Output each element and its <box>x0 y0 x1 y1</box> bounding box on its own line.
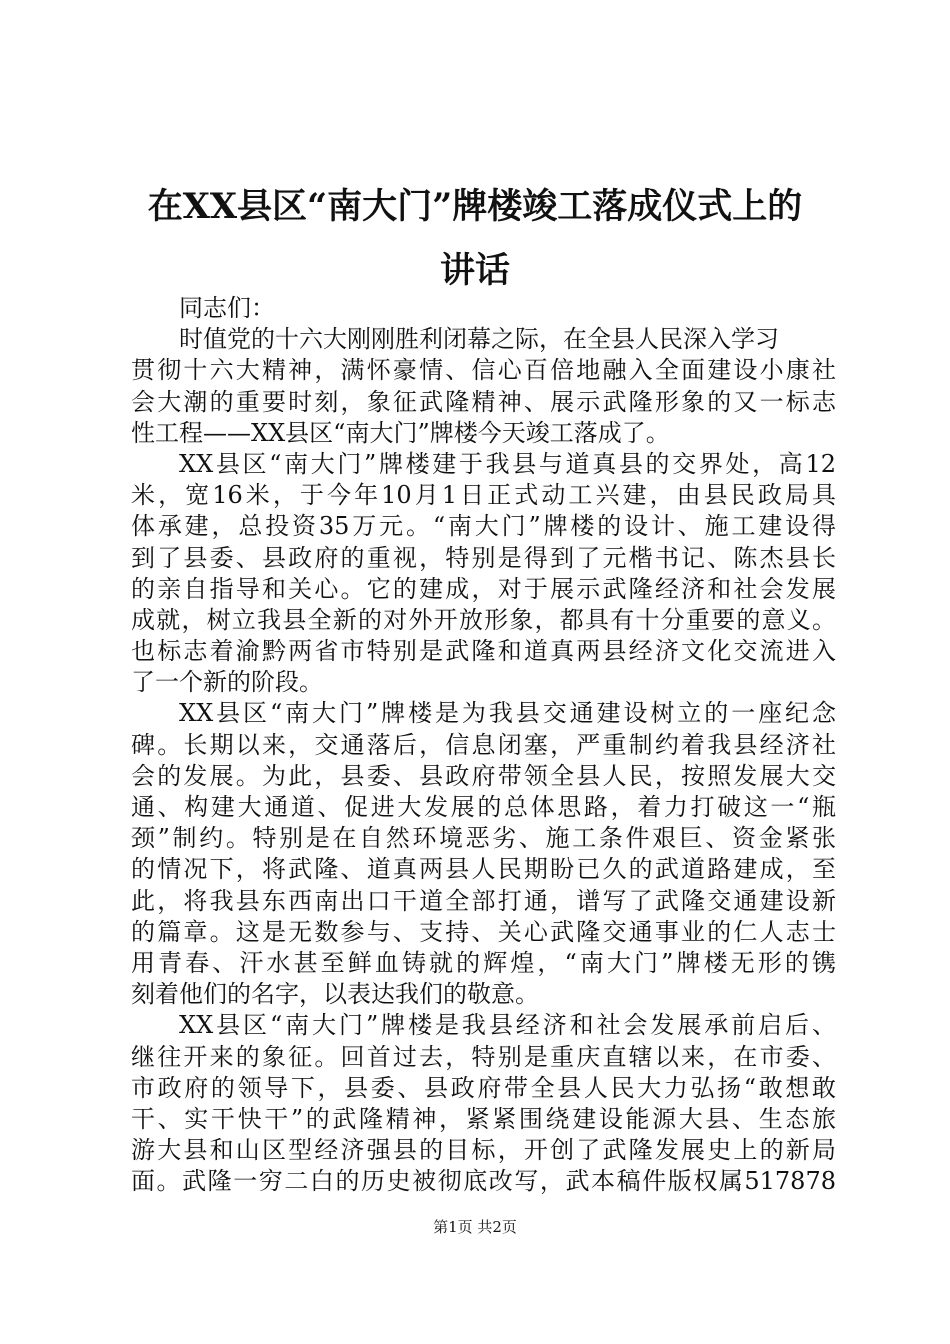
text-line: 到了县委、县政府的重视，特别是得到了元楷书记、陈杰县长 <box>131 543 836 572</box>
text-line: 此，将我县东西南出口干道全部打通，谱写了武隆交通建设新 <box>131 886 836 915</box>
text-line: 通、构建大通道、促进大发展的总体思路，着力打破这一“瓶 <box>131 793 836 821</box>
text-line: 游大县和山区型经济强县的目标，开创了武隆发展史上的新局 <box>131 1136 836 1165</box>
text-line: 了一个新的阶段。 <box>131 668 323 697</box>
text-line: 干、实干快干”的武隆精神，紧紧围绕建设能源大县、生态旅 <box>131 1104 836 1133</box>
text-line: 的篇章。这是无数参与、支持、关心武隆交通事业的仁人志士 <box>131 917 836 946</box>
text-line: 刻着他们的名字，以表达我们的敬意。 <box>131 980 539 1009</box>
text-line: 市政府的领导下，县委、县政府带全县人民大力弘扬“敢想敢 <box>131 1073 836 1102</box>
title-line-1: 在XX县区“南大门”牌楼竣工落成仪式上的 <box>147 186 803 227</box>
text-line: XX县区“南大门”牌楼是为我县交通建设树立的一座纪念 <box>179 699 836 728</box>
text-line: 也标志着渝黔两省市特别是武隆和道真两县经济文化交流进入 <box>131 637 836 666</box>
text-line: 贯彻十六大精神，满怀豪情、信心百倍地融入全面建设小康社 <box>131 356 836 385</box>
text-line: 性工程——XX县区“南大门”牌楼今天竣工落成了。 <box>131 418 670 447</box>
text-line: 继往开来的象征。回首过去，特别是重庆直辖以来，在市委、 <box>131 1042 836 1071</box>
text-line: 碑。长期以来，交通落后，信息闭塞，严重制约着我县经济社 <box>131 730 836 759</box>
text-line: 用青春、汗水甚至鲜血铸就的辉煌，“南大门”牌楼无形的镌 <box>131 948 836 977</box>
title-line-2: 讲话 <box>439 250 510 291</box>
text-line: 颈”制约。特别是在自然环境恶劣、施工条件艰巨、资金紧张 <box>131 824 836 853</box>
text-line: 体承建，总投资35万元。“南大门”牌楼的设计、施工建设得 <box>131 512 836 541</box>
text-line: 米，宽16米，于今年10月1日正式动工兴建，由县民政局具 <box>131 481 836 510</box>
text-line: 的情况下，将武隆、道真两县人民期盼已久的武道路建成，至 <box>131 855 836 884</box>
page-footer: 第1页 共2页 <box>433 1218 517 1236</box>
text-line: 会的发展。为此，县委、县政府带领全县人民，按照发展大交 <box>131 761 836 790</box>
document-title <box>120 175 830 303</box>
document-body <box>131 293 836 1197</box>
text-line: 时值党的十六大刚刚胜利闭幕之际，在全县人民深入学习 <box>179 325 779 354</box>
text-line: 面。武隆一穷二白的历史被彻底改写，武本稿件版权属517878 <box>131 1167 836 1196</box>
text-line: 的亲自指导和关心。它的建成，对于展示武隆经济和社会发展 <box>131 574 836 603</box>
text-line: XX县区“南大门”牌楼是我县经济和社会发展承前启后、 <box>179 1011 836 1040</box>
text-line: 会大潮的重要时刻，象征武隆精神、展示武隆形象的又一标志 <box>131 387 836 416</box>
text-line: XX县区“南大门”牌楼建于我县与道真县的交界处，高12 <box>179 449 836 478</box>
text-line: 成就，树立我县全新的对外开放形象，都具有十分重要的意义。 <box>131 605 836 634</box>
salutation-line: 同志们： <box>179 294 275 322</box>
